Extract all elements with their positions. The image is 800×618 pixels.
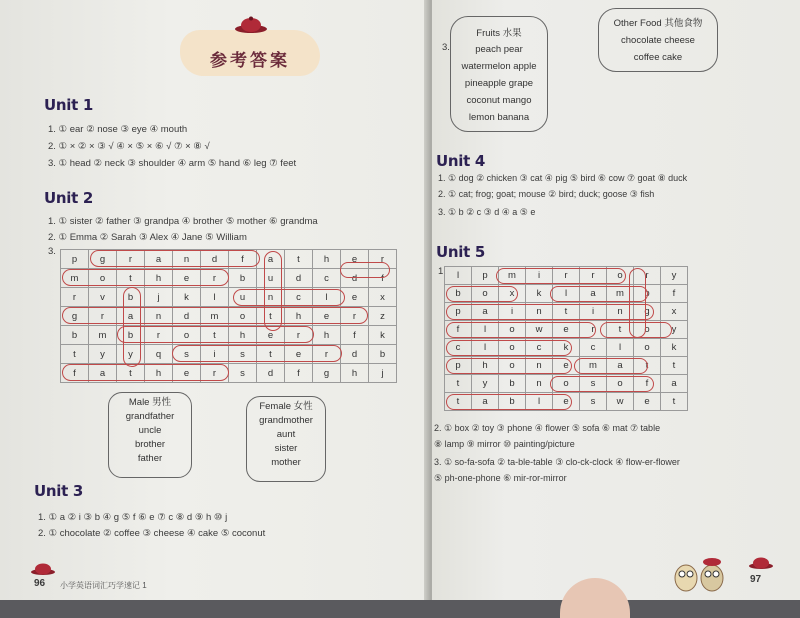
grid-cell: l xyxy=(472,321,499,339)
grid-cell: e xyxy=(173,269,201,288)
grid-cell: h xyxy=(229,326,257,345)
grid-cell: r xyxy=(117,250,145,269)
unit4-line-2: 2. ① cat; frog; goat; mouse ② bird; duck; goose ③ fish xyxy=(438,189,655,199)
page-number: 97 xyxy=(750,574,762,585)
grid-cell: r xyxy=(553,267,580,285)
circled-word xyxy=(446,286,518,302)
fruits-box-item: pineapple grape xyxy=(464,78,534,89)
grid-cell: t xyxy=(257,307,285,326)
grid-cell: b xyxy=(499,393,526,411)
grid-cell: x xyxy=(369,288,397,307)
grid-cell: x xyxy=(499,285,526,303)
grid-cell: n xyxy=(526,303,553,321)
hat-icon xyxy=(30,562,56,576)
grid-cell: j xyxy=(145,288,173,307)
grid-cell: s xyxy=(580,375,607,393)
grid-cell: s xyxy=(173,345,201,364)
grid-cell: t xyxy=(257,345,285,364)
grid-cell: b xyxy=(445,285,472,303)
grid-cell: b xyxy=(229,269,257,288)
unit3-heading: Unit 3 xyxy=(34,482,84,500)
grid-cell: i xyxy=(499,303,526,321)
circled-word-vertical xyxy=(123,287,141,367)
unit1-line-2: 2. ① × ② × ③ √ ④ × ⑤ × ⑥ √ ⑦ × ⑧ √ xyxy=(48,141,210,152)
other-food-box-title: Other Food 其他食物 xyxy=(613,18,703,29)
grid-cell: b xyxy=(499,375,526,393)
grid-cell: m xyxy=(607,285,634,303)
grid-cell: t xyxy=(661,393,688,411)
q3-label: 3. xyxy=(442,42,450,53)
grid-cell: r xyxy=(145,326,173,345)
grid-cell: k xyxy=(173,288,201,307)
grid-cell: i xyxy=(526,267,553,285)
other-food-box-item: chocolate cheese xyxy=(621,35,695,46)
grid-cell: o xyxy=(607,375,634,393)
grid-cell: c xyxy=(526,339,553,357)
grid-cell: r xyxy=(61,288,89,307)
grid-cell: f xyxy=(61,364,89,383)
fruits-box-title: Fruits 水果 xyxy=(476,28,522,39)
grid-cell: g xyxy=(61,307,89,326)
grid-cell: a xyxy=(661,375,688,393)
grid-cell: o xyxy=(499,357,526,375)
circled-word xyxy=(446,394,572,410)
grid-cell: f xyxy=(634,375,661,393)
circled-word xyxy=(62,307,368,324)
grid-cell: r xyxy=(201,269,229,288)
grid-cell: y xyxy=(472,375,499,393)
grid-cell: u xyxy=(229,288,257,307)
grid-cell: n xyxy=(526,357,553,375)
circled-word xyxy=(340,262,390,278)
grid-cell: e xyxy=(634,393,661,411)
fruits-box-item: watermelon apple xyxy=(461,61,537,72)
grid-cell: c xyxy=(285,288,313,307)
unit4-line-3: 3. ① b ② c ③ d ④ a ⑤ e xyxy=(438,207,536,217)
grid-cell: p xyxy=(634,285,661,303)
answer-key-title-block xyxy=(150,10,350,80)
unit3-line-1: 1. ① a ② i ③ b ④ g ⑤ f ⑥ e ⑦ c ⑧ d ⑨ h ⑩ j xyxy=(38,512,228,523)
female-box-item: sister xyxy=(274,443,298,454)
unit3-line-2: 2. ① chocolate ② coffee ③ cheese ④ cake ⑤ coconut xyxy=(38,528,266,539)
hat-icon xyxy=(748,556,774,570)
male-box-title: Male 男性 xyxy=(128,397,172,408)
male-box-item: grandfather xyxy=(125,411,175,422)
grid-cell: d xyxy=(341,345,369,364)
grid-cell: e xyxy=(313,307,341,326)
grid-cell: p xyxy=(445,303,472,321)
male-box-item: uncle xyxy=(138,425,162,436)
unit5-line-3: 3. ① so-fa-sofa ② ta-ble-table ③ clo-ck-clock ④ flow-er-flower xyxy=(434,457,680,467)
grid-cell: i xyxy=(201,345,229,364)
grid-cell: l xyxy=(526,393,553,411)
grid-cell: c xyxy=(313,269,341,288)
female-box-item: grandmother xyxy=(259,415,313,426)
grid-cell: t xyxy=(117,364,145,383)
owl-mascot-icon xyxy=(672,552,728,592)
grid-cell: u xyxy=(257,269,285,288)
grid-cell: n xyxy=(145,307,173,326)
grid-cell: h xyxy=(313,250,341,269)
grid-cell: a xyxy=(117,307,145,326)
male-words-box xyxy=(108,392,192,478)
unit5-line-3b: ⑤ ph-one-phone ⑥ mir-ror-mirror xyxy=(434,473,567,483)
grid-cell: q xyxy=(145,345,173,364)
grid-cell: n xyxy=(173,250,201,269)
grid-cell: r xyxy=(580,267,607,285)
fruits-box-item: coconut mango xyxy=(466,95,532,106)
grid-cell: f xyxy=(445,321,472,339)
grid-cell: m xyxy=(499,267,526,285)
grid-cell: h xyxy=(472,357,499,375)
grid-cell: m xyxy=(61,269,89,288)
grid-cell: m xyxy=(580,357,607,375)
grid-cell: v xyxy=(89,288,117,307)
grid-cell: s xyxy=(229,364,257,383)
grid-cell: o xyxy=(472,285,499,303)
unit1-line-3: 3. ① head ② neck ③ shoulder ④ arm ⑤ hand ⑥ leg ⑦ feet xyxy=(48,158,297,169)
grid-cell: h xyxy=(341,364,369,383)
grid-cell: t xyxy=(553,303,580,321)
unit2-line-2: 2. ① Emma ② Sarah ③ Alex ④ Jane ⑤ William xyxy=(48,232,247,243)
circled-word xyxy=(117,326,314,343)
grid-cell: l xyxy=(607,339,634,357)
fruits-box-item: lemon banana xyxy=(468,112,530,123)
grid-cell: m xyxy=(89,326,117,345)
grid-cell: r xyxy=(580,321,607,339)
footer-text: 小学英语词汇巧学速记 1 xyxy=(60,581,147,590)
grid-cell: d xyxy=(285,269,313,288)
right-page xyxy=(432,0,800,600)
circled-word xyxy=(496,268,626,284)
grid-cell: h xyxy=(313,326,341,345)
grid-cell: j xyxy=(369,364,397,383)
grid-cell: e xyxy=(173,364,201,383)
unit5-line-2: 2. ① box ② toy ③ phone ④ flower ⑤ sofa ⑥ mat ⑦ table xyxy=(434,423,661,433)
circled-word xyxy=(90,250,260,267)
grid-cell: k xyxy=(369,326,397,345)
circled-word xyxy=(550,376,654,392)
grid-row xyxy=(61,288,397,307)
grid-cell: g xyxy=(313,364,341,383)
grid-cell: t xyxy=(61,345,89,364)
grid-cell: z xyxy=(369,307,397,326)
grid-cell: b xyxy=(61,326,89,345)
grid-cell: i xyxy=(580,303,607,321)
grid-cell: y xyxy=(117,345,145,364)
circled-word xyxy=(62,269,229,286)
unit4-heading: Unit 4 xyxy=(436,152,486,170)
grid-cell: f xyxy=(229,250,257,269)
grid-cell: s xyxy=(580,393,607,411)
page-title: 参考答案 xyxy=(210,51,290,71)
grid-cell: h xyxy=(145,364,173,383)
grid-cell: t xyxy=(201,326,229,345)
grid-cell: l xyxy=(313,288,341,307)
male-box-item: brother xyxy=(134,439,166,450)
grid-cell: o xyxy=(553,375,580,393)
unit5-heading: Unit 5 xyxy=(436,243,486,261)
circled-word xyxy=(233,289,345,306)
grid-cell: n xyxy=(607,303,634,321)
grid-cell: g xyxy=(89,250,117,269)
grid-cell: e xyxy=(553,357,580,375)
grid-cell: d xyxy=(201,250,229,269)
grid-cell: l xyxy=(553,285,580,303)
grid-cell: y xyxy=(661,267,688,285)
unit5-q1-label: 1. xyxy=(438,266,446,277)
grid-cell: o xyxy=(89,269,117,288)
grid-cell: w xyxy=(607,393,634,411)
grid-cell: s xyxy=(229,345,257,364)
grid-cell: a xyxy=(145,250,173,269)
grid-cell: a xyxy=(257,250,285,269)
grid-cell: o xyxy=(634,339,661,357)
grid-cell: o xyxy=(499,321,526,339)
unit2-line-1: 1. ① sister ② father ③ grandpa ④ brother ⑤ mother ⑥ grandma xyxy=(48,216,318,227)
grid-cell: a xyxy=(472,303,499,321)
grid-cell: e xyxy=(553,321,580,339)
grid-cell: t xyxy=(634,357,661,375)
grid-cell: b xyxy=(117,326,145,345)
female-box-item: aunt xyxy=(276,429,296,440)
grid-cell: t xyxy=(607,321,634,339)
grid-cell: t xyxy=(117,269,145,288)
grid-cell: t xyxy=(445,393,472,411)
grid-cell: m xyxy=(201,307,229,326)
grid-cell: t xyxy=(445,375,472,393)
female-box-item: mother xyxy=(271,457,301,468)
grid-cell: p xyxy=(445,357,472,375)
grid-cell: r xyxy=(313,345,341,364)
unit2-heading: Unit 2 xyxy=(44,189,94,207)
circled-word xyxy=(446,358,572,374)
grid-cell: r xyxy=(89,307,117,326)
grid-cell: p xyxy=(61,250,89,269)
circled-word xyxy=(172,345,342,362)
grid-cell: r xyxy=(369,250,397,269)
other-food-box-item: coffee cake xyxy=(633,52,683,63)
grid-cell: g xyxy=(634,303,661,321)
grid-cell: o xyxy=(607,267,634,285)
grid-cell: b xyxy=(369,345,397,364)
fruits-box xyxy=(450,16,548,132)
grid-cell: e xyxy=(341,288,369,307)
grid-cell: r xyxy=(634,267,661,285)
grid-cell: f xyxy=(341,326,369,345)
circled-word xyxy=(446,340,572,356)
grid-cell: k xyxy=(661,339,688,357)
hat-icon xyxy=(234,16,268,34)
circled-word xyxy=(446,304,654,320)
grid-cell: e xyxy=(257,326,285,345)
grid-cell: e xyxy=(341,250,369,269)
grid-cell: n xyxy=(257,288,285,307)
grid-cell: a xyxy=(89,364,117,383)
grid-cell: d xyxy=(257,364,285,383)
grid-cell: l xyxy=(472,339,499,357)
grid-cell: p xyxy=(472,267,499,285)
grid-cell: e xyxy=(553,393,580,411)
grid-cell: b xyxy=(117,288,145,307)
grid-cell: l xyxy=(445,267,472,285)
unit4-line-1: 1. ① dog ② chicken ③ cat ④ pig ⑤ bird ⑥ cow ⑦ goat ⑧ duck xyxy=(438,173,688,183)
grid-cell: y xyxy=(89,345,117,364)
page-number: 96 xyxy=(34,578,46,589)
grid-cell: h xyxy=(285,307,313,326)
grid-cell: x xyxy=(661,303,688,321)
male-box-item: father xyxy=(137,453,163,464)
circled-word xyxy=(62,364,229,381)
grid-cell: f xyxy=(285,364,313,383)
grid-cell: t xyxy=(661,357,688,375)
circled-word-vertical xyxy=(629,268,646,338)
unit2-q3-label: 3. xyxy=(48,246,56,257)
unit5-line-2b: ⑧ lamp ⑨ mirror ⑩ painting/picture xyxy=(434,439,575,449)
grid-cell: l xyxy=(201,288,229,307)
other-food-box xyxy=(598,8,718,72)
grid-cell: a xyxy=(580,285,607,303)
grid-cell: f xyxy=(661,285,688,303)
unit1-heading: Unit 1 xyxy=(44,96,94,114)
grid-cell: t xyxy=(285,250,313,269)
grid-cell: k xyxy=(526,285,553,303)
circled-word xyxy=(574,358,648,374)
grid-cell: o xyxy=(634,321,661,339)
female-words-box xyxy=(246,396,326,482)
grid-cell: r xyxy=(341,307,369,326)
grid-cell: o xyxy=(229,307,257,326)
unit1-line-1: 1. ① ear ② nose ③ eye ④ mouth xyxy=(48,124,188,135)
female-box-title: Female 女性 xyxy=(259,401,313,412)
circled-word-vertical xyxy=(264,251,282,331)
grid-cell: d xyxy=(341,269,369,288)
grid-cell: c xyxy=(580,339,607,357)
grid-cell: a xyxy=(472,393,499,411)
grid-cell: a xyxy=(607,357,634,375)
grid-cell: f xyxy=(369,269,397,288)
grid-cell: y xyxy=(661,321,688,339)
grid-cell: k xyxy=(553,339,580,357)
grid-cell: r xyxy=(201,364,229,383)
grid-cell: n xyxy=(526,375,553,393)
grid-cell: e xyxy=(285,345,313,364)
grid-cell: d xyxy=(173,307,201,326)
grid-cell: o xyxy=(173,326,201,345)
grid-cell: h xyxy=(145,269,173,288)
circled-word xyxy=(446,322,596,338)
grid-cell: o xyxy=(499,339,526,357)
grid-cell: r xyxy=(285,326,313,345)
fruits-box-item: peach pear xyxy=(475,44,523,55)
grid-cell: w xyxy=(526,321,553,339)
grid-cell: c xyxy=(445,339,472,357)
